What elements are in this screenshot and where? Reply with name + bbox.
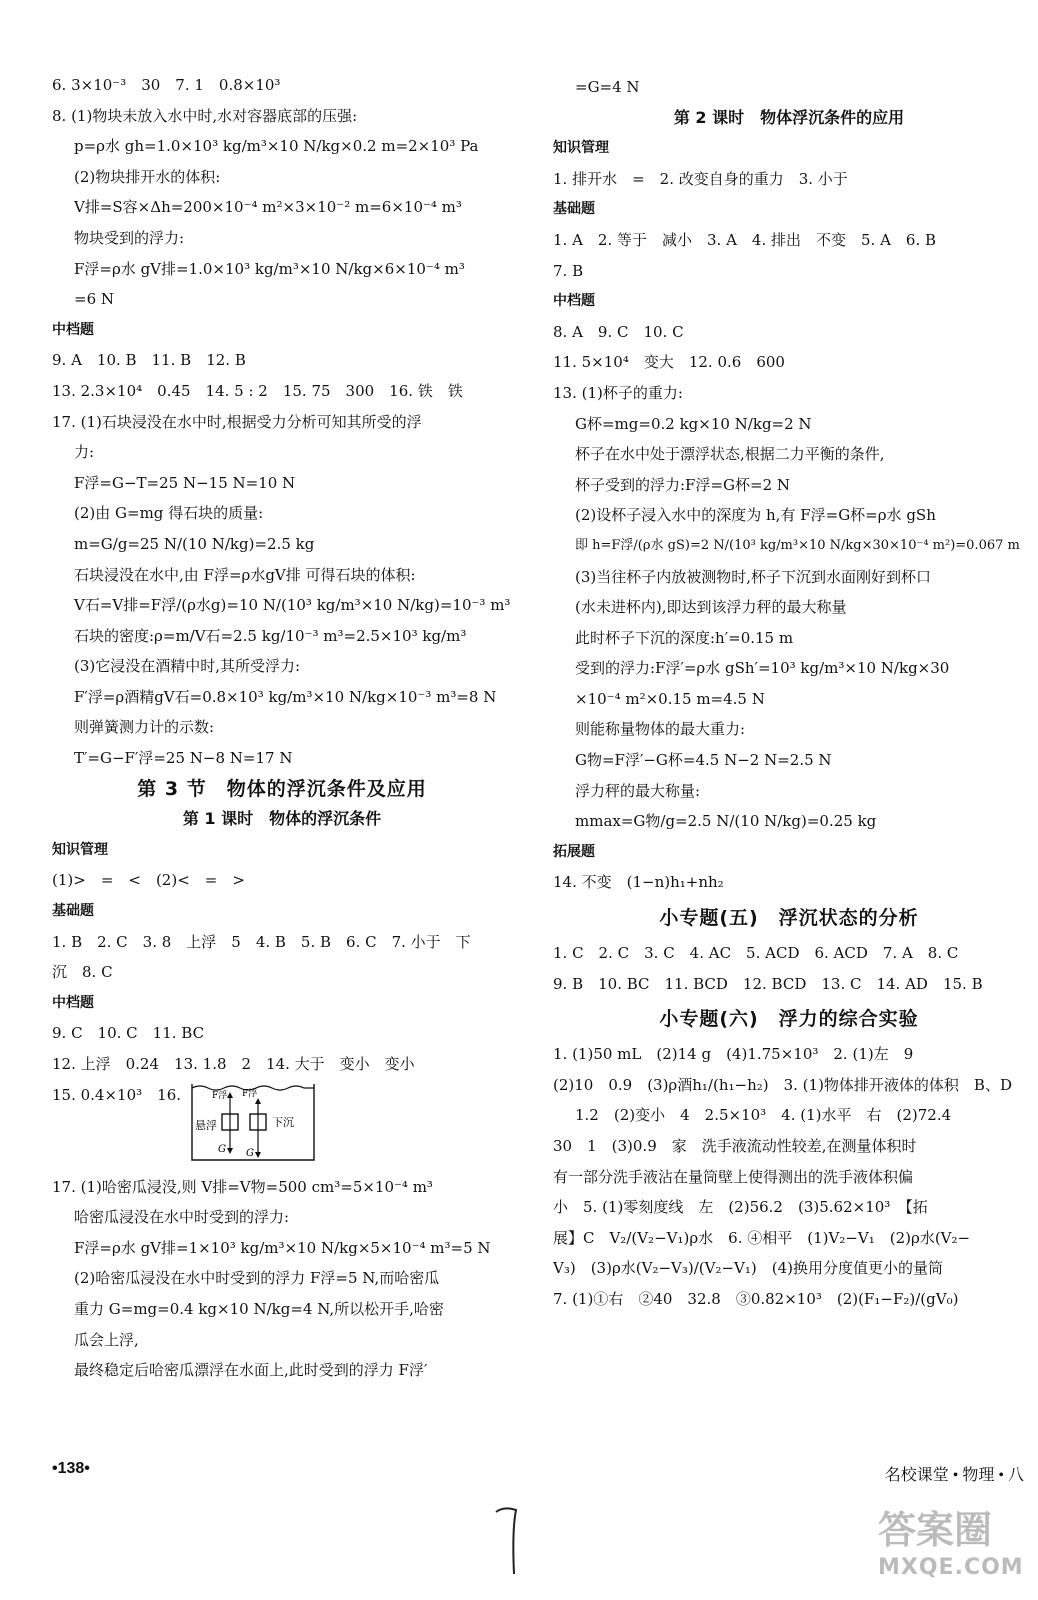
answer-line: 哈密瓜浸没在水中时受到的浮力: [74, 1208, 290, 1227]
figure-label: 悬浮 [194, 1118, 217, 1132]
answer-line: 最终稳定后哈密瓜漂浮在水面上,此时受到的浮力 F浮′ [74, 1361, 428, 1380]
answer-line: V₃) (3)ρ水(V₂−V₃)/(V₂−V₁) (4)换用分度值更小的量筒 [553, 1259, 943, 1278]
answer-line: ×10⁻⁴ m²×0.15 m=4.5 N [575, 689, 765, 708]
answer-line: 有一部分洗手液沾在量筒壁上使得测出的洗手液体积偏 [553, 1167, 914, 1186]
answer-line: 9. B 10. BC 11. BCD 12. BCD 13. C 14. AD 15. B [553, 974, 983, 993]
answer-line: 展】C V₂/(V₂−V₁)ρ水 6. ④相平 (1)V₂−V₁ (2)ρ水(V₂− [553, 1228, 971, 1247]
answer-line: F浮=ρ水 gV排=1.0×10³ kg/m³×10 N/kg×6×10⁻⁴ m³ [74, 259, 465, 278]
answer-line: 重力 G=mg=0.4 kg×10 N/kg=4 N,所以松开手,哈密 [74, 1299, 444, 1318]
watermark-logo: 答案圈 [878, 1508, 993, 1552]
answer-line: 1. B 2. C 3. 8 上浮 5 4. B 5. B 6. C 7. 小于 下 [52, 932, 471, 951]
answer-line: 1.2 (2)变小 4 2.5×10³ 4. (1)水平 右 (2)72.4 [575, 1106, 952, 1125]
section-heading: 知识管理 [553, 140, 609, 157]
watermark [878, 1505, 1028, 1595]
answer-line: 8. (1)物块未放入水中时,水对容器底部的压强: [52, 106, 358, 125]
answer-line: m=G/g=25 N/(10 N/kg)=2.5 kg [74, 534, 315, 553]
answer-line: mmax=G物/g=2.5 N/(10 N/kg)=0.25 kg [575, 812, 877, 831]
pen-stroke-mark [490, 1500, 530, 1580]
answer-line: F浮=G−T=25 N−15 N=10 N [74, 473, 296, 492]
watermark-url: MXQE.COM [878, 1555, 1024, 1580]
answer-line: =6 N [74, 290, 115, 309]
arrow-head [255, 1152, 261, 1158]
answer-line: 9. A 10. B 11. B 12. B [52, 351, 246, 370]
answer-line: F′浮=ρ酒精gV石=0.8×10³ kg/m³×10 N/kg×10⁻³ m³=8 N [74, 687, 497, 706]
answer-line: V石=V排=F浮/(ρ水g)=10 N/(10³ kg/m³×10 N/kg)=10⁻³ m³ [74, 596, 511, 615]
answer-line: (2)由 G=mg 得石块的质量: [74, 504, 264, 523]
answer-line: =G=4 N [575, 78, 640, 96]
arrow-head [227, 1092, 233, 1098]
answer-line: (2)设杯子浸入水中的深度为 h,有 F浮=G杯=ρ水 gSh [575, 506, 936, 525]
section-heading: 中档题 [52, 994, 94, 1011]
answer-text: 15. 0.4×10³ 16. [52, 1085, 182, 1104]
answer-line: (2)哈密瓜浸没在水中时受到的浮力 F浮=5 N,而哈密瓜 [74, 1269, 440, 1288]
answer-line: F浮=ρ水 gV排=1×10³ kg/m³×10 N/kg×5×10⁻⁴ m³=5 N [74, 1238, 491, 1257]
lesson-title: 第 2 课时 物体浮沉条件的应用 [673, 107, 905, 127]
page-number: •138• [52, 1460, 90, 1477]
answer-line: 杯子在水中处于漂浮状态,根据二力平衡的条件, [575, 445, 885, 464]
answer-line: 此时杯子下沉的深度:h′=0.15 m [575, 628, 794, 647]
answer-line: 则弹簧测力计的示数: [74, 718, 215, 737]
answer-line: 30 1 (3)0.9 家 洗手液流动性较差,在测量体积时 [553, 1137, 917, 1155]
answer-line: 1. 排开水 = 2. 改变自身的重力 3. 小于 [553, 169, 848, 188]
answer-line: 力: [74, 443, 95, 462]
figure-label: 下沉 [271, 1115, 294, 1129]
section-heading: 知识管理 [52, 841, 108, 858]
answer-line: 石块的密度:ρ=m/V石=2.5 kg/10⁻³ m³=2.5×10³ kg/m³ [74, 626, 467, 645]
answer-line: 受到的浮力:F浮′=ρ水 gSh′=10³ kg/m³×10 N/kg×30 [575, 659, 950, 678]
section-title: 第 3 节 物体的浮沉条件及应用 [137, 777, 427, 800]
answer-line: p=ρ水 gh=1.0×10³ kg/m³×10 N/kg×0.2 m=2×10³ Pa [74, 137, 479, 156]
answer-line: 17. (1)石块浸没在水中时,根据受力分析可知其所受的浮 [52, 412, 422, 431]
answer-line: 1. C 2. C 3. C 4. AC 5. ACD 6. ACD 7. A 8. C [553, 944, 959, 963]
answer-line: 即 h=F浮/(ρ水 gS)=2 N/(10³ kg/m³×10 N/kg×30×10⁻⁴ m²)=0.067 m [575, 537, 1020, 553]
answer-line: (3)当往杯子内放被测物时,杯子下沉到水面刚好到杯口 [575, 567, 932, 586]
section-heading: 基础题 [553, 201, 595, 218]
figure-label: G [217, 1143, 226, 1155]
answer-line: 沉 8. C [52, 963, 113, 982]
answer-line: 13. 2.3×10⁴ 0.45 14. 5 : 2 15. 75 300 16. 铁 铁 [52, 381, 463, 400]
answer-line: (1)> = < (2)< = > [52, 871, 245, 890]
section-heading: 拓展题 [553, 843, 595, 860]
answer-line: 12. 上浮 0.24 13. 1.8 2 14. 大于 变小 变小 [52, 1055, 415, 1073]
figure-label: F浮 [241, 1088, 258, 1099]
answer-line: 13. (1)杯子的重力: [553, 383, 683, 402]
float-sink-diagram [190, 1080, 316, 1164]
section-heading: 基础题 [52, 903, 94, 920]
answer-line: 杯子受到的浮力:F浮=G杯=2 N [575, 475, 791, 494]
book-footer: 名校课堂 • 物理 • 八 [884, 1467, 1024, 1484]
answer-line: G杯=mg=0.2 kg×10 N/kg=2 N [575, 414, 812, 433]
right-column [553, 72, 1025, 1315]
answer-line: 7. B [553, 261, 584, 280]
answer-line: 9. C 10. C 11. BC [52, 1024, 205, 1043]
answer-line: 浮力秤的最大称量: [575, 781, 701, 800]
answer-line-with-figure [52, 1080, 512, 1172]
handwritten-stroke [496, 1508, 516, 1574]
answer-line: 物块受到的浮力: [74, 228, 185, 247]
topic-title: 小专题(五) 浮沉状态的分析 [659, 907, 919, 930]
answer-line: 17. (1)哈密瓜浸没,则 V排=V物=500 cm³=5×10⁻⁴ m³ [52, 1177, 433, 1196]
answer-line: (2)物块排开水的体积: [74, 167, 221, 186]
answer-line: (3)它浸没在酒精中时,其所受浮力: [74, 657, 301, 676]
section-heading: 中档题 [52, 321, 94, 338]
answer-line: 瓜会上浮, [74, 1330, 139, 1349]
arrow-head [227, 1148, 233, 1154]
answer-line: T′=G−F′浮=25 N−8 N=17 N [74, 749, 293, 768]
lesson-title: 第 1 课时 物体的浮沉条件 [182, 809, 382, 829]
answer-line: V排=S容×Δh=200×10⁻⁴ m²×3×10⁻² m=6×10⁻⁴ m³ [74, 198, 462, 217]
figure-label: F浮 [211, 1090, 228, 1101]
answer-line: 则能称量物体的最大重力: [575, 720, 746, 739]
answer-line: 11. 5×10⁴ 变大 12. 0.6 600 [553, 353, 785, 372]
left-column [52, 70, 512, 1386]
answer-line: G物=F浮′−G杯=4.5 N−2 N=2.5 N [575, 751, 832, 770]
answer-line: 石块浸没在水中,由 F浮=ρ水gV排 可得石块的体积: [74, 565, 416, 584]
section-heading: 中档题 [553, 293, 595, 310]
answer-line: (水未进杯内),即达到该浮力秤的最大称量 [575, 598, 847, 617]
figure-label: G [245, 1147, 254, 1159]
answer-line: 1. (1)50 mL (2)14 g (4)1.75×10³ 2. (1)左 9 [553, 1045, 914, 1064]
answer-line: 小 5. (1)零刻度线 左 (2)56.2 (3)5.62×10³ 【拓 [553, 1198, 928, 1217]
answer-line: 6. 3×10⁻³ 30 7. 1 0.8×10³ [52, 76, 281, 94]
answer-line: 7. (1)①右 ②40 32.8 ③0.82×10³ (2)(F₁−F₂)/(gV₀) [553, 1289, 959, 1308]
answer-line: 1. A 2. 等于 减小 3. A 4. 排出 不变 5. A 6. B [553, 230, 936, 249]
topic-title: 小专题(六) 浮力的综合实验 [659, 1008, 919, 1031]
answer-line: 8. A 9. C 10. C [553, 322, 684, 341]
answer-line: (2)10 0.9 (3)ρ酒h₁/(h₁−h₂) 3. (1)物体排开液体的体积 B、D [553, 1075, 1012, 1094]
answer-line: 14. 不变 (1−n)h₁+nh₂ [553, 873, 724, 892]
